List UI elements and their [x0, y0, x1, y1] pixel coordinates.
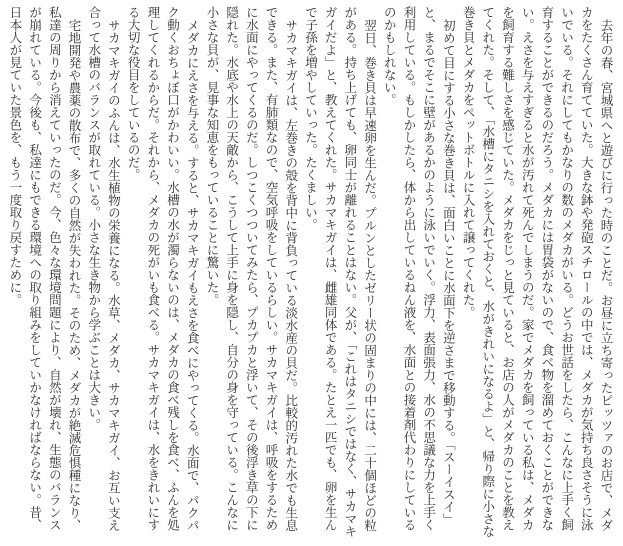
- essay-body: [8, 6, 615, 540]
- essay-paragraph: 宅地開発や農薬の散布で、多くの自然が失われた。そのため、メダカが絶滅危惧種になり、私達の周りから消えていったのだ。今、色々な環境問題により、自然が壊れ、生態のバランスが崩れている。今後も、私達にもできる環境への取り組みをしていかなければならない。昔、日本人が見ていた景色を、もう一度取り戻すために。: [7, 6, 82, 531]
- essay-paragraph: 去年の春、宮城県へと遊びに行った時のことだ。お昼に立ち寄ったピッツァのお店で、メダカをたくさん育てていた。大きな鉢や発砲スチロールの中では、メダカが気持ち良さそうに泳いでいる。それにしてもかなりの数のメダカがいる。どうお世話をしたら、こんなに上手く飼育することができるのだろう。メダカには胃袋がないので、食べ物を溜めておくことができない。えさを与えすぎると水が汚れて死んでしまうのだ。家でメダカを飼っている私は、メダカを飼育する難しさを感じていた。メダカをじっと見ていると、お店の人がメダカのことを教えてくれた。そして、「水槽にタニシを入れておくと、水がきれいになるよ」と、帰り際に小さな巻き貝とメダカをペットボトルに入れて譲ってくれた。: [461, 6, 613, 538]
- essay-paragraph: 翌日、巻き貝は早速卵を生んだ。プルンとしたゼリー状の固まりの中には、二十個ほどの粒がある。持ち上げても、卵同士が離れることはない。父が、「これはタニシではなく、サカマキガイだよ」と、教えてくれた。サカマキガイは、雌雄同体である。たとえ一匹でも、卵を生んで子孫を増やしていった。たくましい。: [303, 6, 377, 538]
- essay-paragraph: メダカにえさを与える。すると、サカマキガイもえさを食べにやってくる。水面で、パクパク動くおちょぼ口がかわいい。水槽の水が濁らないのは、メダカの食べ残しを食べ、ふんを処理してくれるからだ。それから、メダカの死がいも食べる。サカマキガイは、水をきれいにする大切な役目をしているのだ。: [126, 6, 200, 531]
- essay-paragraph: サカマキガイのふんは、水生植物の栄養になる。水草、メダカ、サカマキガイ、お互い支え合って水槽のバランスが取れている。小さな生き物から学ぶことは大きい。: [86, 6, 121, 531]
- essay-paragraph: サカマキガイは、左巻きの殻を背中に背負っている淡水産の貝だ。比較的汚れた水でも生息できる。また、有肺類なので、空気呼吸をしているらしい。サカマキガイは、呼吸をするために水面にやってくるのだ。しつこくつついてみたら、プカプカと浮いて、その後浮き草の下に隠れた。水底や水上の天敵から、こうして上手に身を隠し、自分の身を守っている。こんなに小さな貝が、見事な知恵をもっていることに驚いた。: [204, 6, 298, 531]
- essay-paragraph: 初めて目にする小さな巻き貝は、面白いことに水面下を逆さまで移動する。「スーイスイ」と、まるでそこに壁があるかのように泳いでいく。浮力、表面張力、水の不思議な力を上手く利用している。もしかしたら、体から出しているねん液を、水面との接着剤代わりにしているのかもしれない。: [382, 6, 456, 531]
